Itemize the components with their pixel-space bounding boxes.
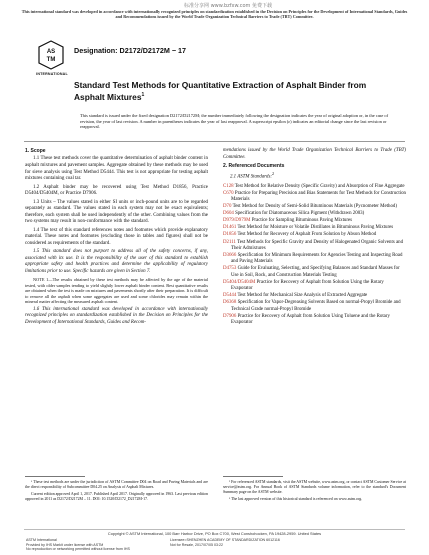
reference-code-link[interactable]: D1856: [223, 232, 237, 238]
reference-item: [223, 204, 406, 210]
paragraph-1-5: 1.5 This standard does not purport to address all of the safety concerns, if any, associated with its use. It is the responsibility of the user of this standard to establish appropriate safety and health practices and determine the applicability of regulatory limitations prior to use. Specific hazards are given in Section 7.: [25, 249, 208, 275]
footnote-divider-right: [223, 476, 283, 477]
astm-standards-subheading: [230, 171, 406, 181]
reference-code-link[interactable]: D604: [223, 211, 234, 217]
reference-title: Test Methods for Specific Gravity and Density of Halogenated Organic Solvents and Their Admixtures: [231, 239, 404, 251]
reference-item: [223, 266, 406, 279]
issue-note: This standard is issued under the fixed designation D2172/D2172M; the number immediately following the designation indicates the year of original adoption or, in the case of revision, the year of last revision. A number in parentheses indicates the year of last reapproval. A superscript epsilon (ε) indicates an editorial change since the last revision or reapproval.: [80, 113, 389, 130]
reference-title: Specification for Vapor-Degreasing Solvents Based on normal-Propyl Bromide and Technical Grade normal-Propyl Bromide: [231, 300, 401, 312]
footnote-divider-left: [25, 476, 85, 477]
footnotes-right: [223, 480, 406, 503]
reference-list: [223, 184, 406, 327]
reference-item: [223, 184, 406, 190]
reference-code-link[interactable]: D7906: [223, 313, 237, 319]
reference-item: [223, 293, 406, 299]
paragraph-1-3: 1.3 Units – The values stated in either SI units or inch-pound units are to be regarded separately as standard. The values stated in each system may not be exact equivalents; therefore, each system shall be used independently of the other. Combining values from the two systems may result in non-conformance with the standard.: [25, 199, 208, 225]
footer-license: [170, 538, 280, 547]
top-note: This international standard was developed in accordance with internationally recognized principles on standardization established in the Decision on Principles for the Development of International Standards, Guides and Recommendations issued by the World Trade Organization Technical Barriers to Trade (TBT) Committee.: [21, 9, 408, 20]
reference-item: [223, 280, 406, 293]
watermark: 标准分享网 www.bzfxw.com 免费下载: [184, 3, 272, 9]
footnote-1: ¹ These test methods are under the jurisdiction of ASTM Committee D04 on Road and Paving Materials and are the direct responsibility of Subcommittee D04.25 on Analysis of Asphalt Mixtures.: [25, 480, 208, 489]
reference-title: Test Method for Density of Semi-Solid Bituminous Materials (Pycnometer Method): [232, 204, 398, 210]
reference-title: Specification for Minimum Requirements for Agencies Testing and Inspecting Road and Paving Materials: [231, 252, 403, 265]
note-1: NOTE 1—The results obtained by these test methods may be affected by the age of the material tested, with older samples tending to yield slightly lower asphalt binder content. Best quantitative results are obtained when the test is made on mixtures and pavements shortly after their preparation. It is difficult to remove all the asphalt when some aggregates are used and some chlorides may remain within the mineral matter affecting the measured asphalt content.: [25, 277, 208, 305]
reference-item: [223, 218, 406, 224]
reference-title: Test Method for Recovery of Asphalt From Solution by Abson Method: [237, 232, 377, 238]
footer-divider: [24, 529, 405, 530]
svg-text:TM: TM: [46, 57, 56, 63]
reference-item: [223, 240, 406, 253]
copyright-line: Copyright © ASTM International, 100 Barr Harbor Drive, PO Box C700, West Conshohocken, PA 19428-2959. United States: [107, 531, 322, 536]
reference-code-link[interactable]: D6368: [223, 300, 237, 306]
reference-code-link[interactable]: D979/D979M: [223, 218, 251, 224]
footnote-1-edition: Current edition approved April 1, 2017. Published April 2017. Originally approved in 1963. Last previous edition approved in 2011 as D2172/D2172M – 11. DOI: 10.1520/D2172_D2172M-17.: [25, 491, 208, 501]
logo-label: INTERNATIONAL: [36, 72, 68, 76]
reference-item: [223, 191, 406, 204]
footnotes-left: [25, 480, 208, 503]
reference-code-link[interactable]: D70: [223, 204, 232, 210]
reference-item: [223, 232, 406, 238]
left-column: [25, 148, 208, 328]
right-column: [223, 148, 406, 327]
reference-item: [223, 253, 406, 266]
divider: [24, 141, 405, 142]
reference-item: [223, 300, 406, 313]
reference-item: [223, 314, 406, 327]
footer-provider-text: ASTM International Provided by IHS Markit under license with ASTM No reproduction or networking permitted without license from IHS: [26, 538, 130, 552]
footnote-2: ² For referenced ASTM standards, visit the ASTM website, www.astm.org, or contact ASTM Customer Service at service@astm.org. For Annual Book of ASTM Standards volume information, refer to the standard's Document Summary page on the ASTM website.: [223, 480, 406, 494]
reference-title: Specification for Diatomaceous Silica Pigment (Withdrawn 2003): [235, 211, 365, 217]
paragraph-1-4: 1.4 The text of this standard references notes and footnotes which provide explanatory material. These notes and footnotes (excluding those in tables and figures) shall not be considered as requirements of the standard.: [25, 227, 208, 246]
reference-code-link[interactable]: C670: [223, 190, 234, 196]
astm-standards-label: 2.1 ASTM Standards:: [230, 175, 272, 180]
subheading-footnote-marker: 2: [271, 171, 275, 177]
reference-code-link[interactable]: D4753: [223, 266, 237, 272]
reference-title: Test Method for Moisture or Volatile Distillates in Bituminous Paving Mixtures: [237, 225, 394, 231]
reference-title: Test Method for Relative Density (Specific Gravity) and Absorption of Fine Aggregate: [234, 183, 405, 189]
paragraph-1-6: 1.6 This international standard was developed in accordance with internationally recognized principles on standardization established in the Decision on Principles for the Development of International Standards, Guides and Recom-: [25, 306, 208, 325]
svg-text:AS: AS: [46, 49, 56, 55]
reference-title: Practice for Recovery of Asphalt from Solution Using the Rotary Evaporator: [231, 279, 384, 292]
reference-code-link[interactable]: D5444: [223, 293, 237, 299]
reference-code-link[interactable]: D1461: [223, 225, 237, 231]
paragraph-continuation: mendations issued by the World Trade Organization Technical Barriers to Trade (TBT) Committee.: [223, 148, 406, 160]
astm-logo-icon: [38, 40, 64, 70]
footer-provider: [26, 538, 130, 552]
reference-title: Guide for Evaluating, Selecting, and Specifying Balances and Standard Masses for Use in Soil, Rock, and Construction Materials Testing: [231, 266, 400, 278]
footnote-3: ³ The last approved version of this historical standard is referenced on www.astm.org.: [229, 496, 363, 501]
page-title: [74, 81, 374, 102]
reference-code-link[interactable]: D2111: [223, 239, 236, 245]
reference-title: Practice for Sampling Bituminous Paving Mixtures: [251, 218, 353, 224]
title-text: Standard Test Methods for Quantitative Extraction of Asphalt Binder from Asphalt Mixtures: [74, 80, 367, 102]
designation: Designation: D2172/D2172M − 17: [74, 46, 187, 55]
title-footnote-marker: 1: [141, 91, 145, 98]
reference-item: [223, 225, 406, 231]
paragraph-1-2: 1.2 Asphalt binder may be recovered using Test Method D1856, Practice D5404/D5404M, or Practice D7906.: [25, 184, 208, 197]
reference-code-link[interactable]: D5404/D5404M: [223, 279, 256, 285]
reference-title: Practice for Recovery of Asphalt from Solution Using Toluene and the Rotary Evaporator: [231, 313, 390, 325]
footer-license-text: Licensee=SHENZHEN ACADEMY OF STANDARDIZATION 6012116 Not for Resale, 2017/07/05 03:22: [170, 538, 280, 547]
reference-code-link[interactable]: C128: [223, 183, 234, 189]
reference-code-link[interactable]: D3666: [223, 252, 237, 258]
reference-item: [223, 211, 406, 217]
section-heading-scope: 1. Scope: [25, 148, 46, 154]
reference-title: Practice for Preparing Precision and Bias Statements for Test Methods for Construction Materials: [231, 190, 406, 202]
section-heading-references: 2. Referenced Documents: [223, 162, 285, 169]
reference-title: Test Method for Mechanical Size Analysis of Extracted Aggregate: [237, 293, 368, 299]
paragraph-1-1: 1.1 These test methods cover the quantitative determination of asphalt binder content in asphalt mixtures and pavement samples. Aggregate obtained by these methods may be used for sieve analysis using Test Method D5444. This test is not appropriate for testing asphalt mixtures containing coal tar.: [25, 156, 208, 182]
